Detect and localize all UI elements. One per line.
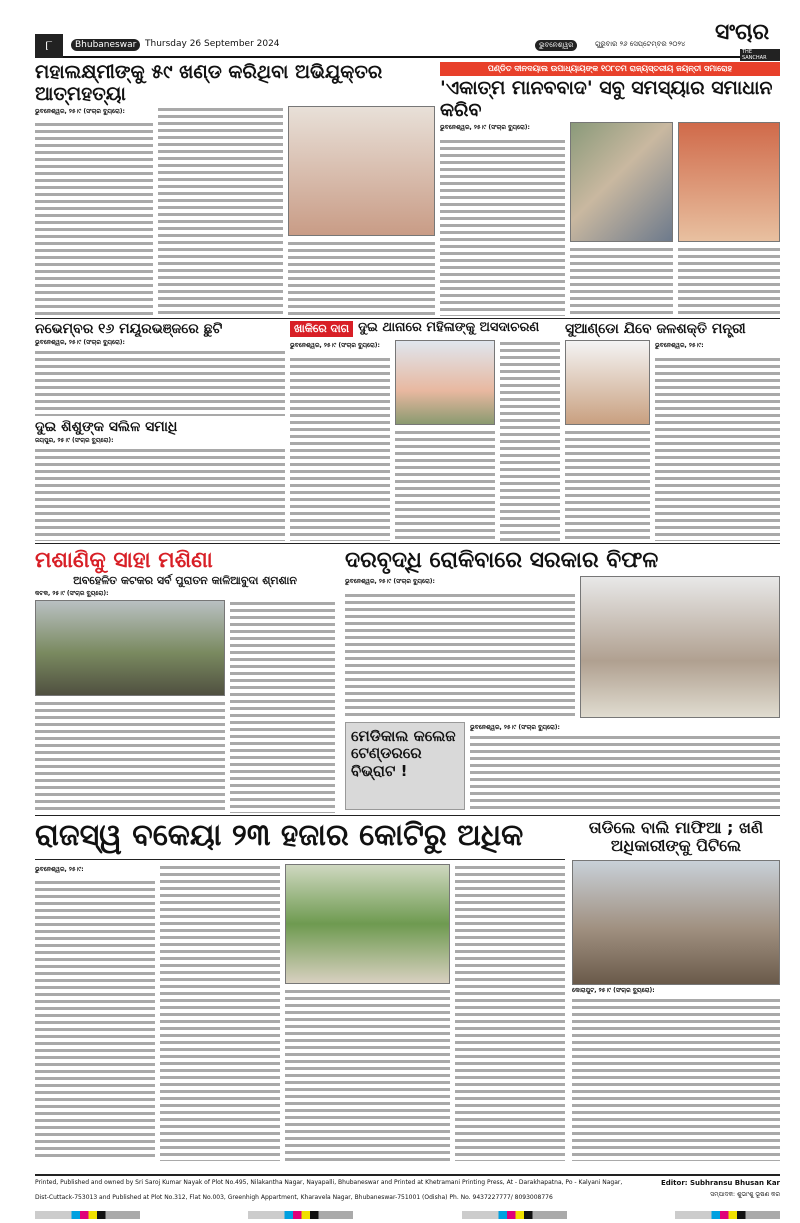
article-a9: [470, 722, 780, 812]
body-a8: [345, 592, 575, 718]
headline-a7: ମଶାଣିକୁ ସାହା ମଶିଣା: [35, 548, 213, 573]
article-a4: [290, 321, 560, 541]
photo-event-1: [570, 122, 673, 242]
dateline-a5: ଭୁବନେଶ୍ୱର, ୨୫।୯:: [655, 342, 704, 350]
page-number: ୮: [35, 34, 63, 58]
body-a10: [455, 864, 565, 1162]
box-a9: [345, 722, 465, 810]
kicker-a4: ଖାକିରେ ଦାଗ: [290, 321, 353, 337]
body-a1: [288, 240, 435, 316]
masthead-sub: THE SANCHAR: [740, 49, 780, 61]
body-a2: [678, 246, 781, 316]
dateline-a9: ଭୁବନେଶ୍ୱର, ୨୫।୯ (ସଂଚାର ବ୍ୟୁରୋ):: [470, 724, 560, 731]
article-a10: [35, 819, 565, 1161]
dateline-a7: କଟକ, ୨୫।୯ (ସଂଚାର ବ୍ୟୁରୋ):: [35, 589, 109, 597]
headline-a10: ରାଜସ୍ୱ ବକେୟା ୨୩ ହଜାର କୋଟିରୁ ଅଧିକ: [35, 819, 565, 860]
article-a1: [35, 62, 435, 316]
headline-a4: ଦୁଇ ଥାନାରେ ମହିଳାଙ୍କୁ ଅସଦାଚରଣ: [358, 321, 540, 335]
date-en: Thursday 26 September 2024: [145, 39, 280, 49]
photo-minister: [565, 340, 650, 425]
dateline-a8: ଭୁବନେଶ୍ୱର, ୨୫।୯ (ସଂଚାର ବ୍ୟୁରୋ):: [345, 578, 435, 586]
dateline-a4: ଭୁବନେଶ୍ୱର, ୨୫।୯ (ସଂଚାର ବ୍ୟୁରୋ):: [290, 342, 380, 349]
body-a7: [230, 600, 335, 813]
body-a6: [35, 447, 285, 541]
article-a3: [35, 321, 285, 416]
photo-revenue-building: [285, 864, 450, 984]
kicker-a2: ପଣ୍ଡିତ ଦୀନଦୟାଲ ଉପାଧ୍ୟାୟଙ୍କ ୧୦୮ତମ ରାଜ୍ୟସ୍ତରୀୟ ଜୟନ୍ତୀ ସମାରୋହ: [440, 62, 780, 76]
dateline-a11: କୋରାପୁଟ, ୨୫।୯ (ସଂଚାର ବ୍ୟୁରୋ):: [572, 986, 655, 994]
body-a11: [572, 997, 780, 1161]
body-a5: [565, 429, 650, 541]
divider: [35, 318, 780, 319]
masthead-logo: ସଂଚାର: [715, 20, 770, 45]
editor: Editor: Subhransu Bhusan Kar: [660, 1179, 780, 1187]
headline-a6: ଦୁଇ ଶିଶୁଙ୍କ ସଲିଳ ସମାଧି: [35, 419, 178, 435]
photo-police-station: [395, 340, 495, 425]
headline-a5: ସୁଆଣ୍ଡୋ ଯିବେ ଜଳଶକ୍ତି ମନ୍ତ୍ରୀ: [565, 321, 746, 337]
date-or: ଗୁରୁବାର ୨୬ ସେପ୍ଟେମ୍ବର ୨୦୨୪: [595, 40, 686, 48]
dateline-a6: ଜୟପୁର, ୨୫।୯ (ସଂଚାର ବ୍ୟୁରୋ):: [35, 437, 114, 445]
body-a4: [290, 356, 390, 541]
body-a1: [35, 121, 153, 316]
dateline-a1: ଭୁବନେଶ୍ୱର, ୨୫।୯ (ସଂଚାର ବ୍ୟୁରୋ):: [35, 107, 125, 115]
city-or: ଭୁବନେଶ୍ୱର: [535, 40, 577, 51]
article-a5: [565, 321, 780, 541]
article-a8: [345, 548, 780, 718]
imprint-2: Dist-Cuttack-753013 and Published at Plot No.312, Flat No.003, Greenhigh Appartment, Kharavela Nagar, Bhubaneswar-751001 (Odisha) Ph. No. 9437227777/ 8093008776: [35, 1194, 553, 1201]
body-a4: [395, 429, 495, 541]
headline-a8: ଦରବୃଦ୍ଧି ରୋକିବାରେ ସରକାର ବିଫଳ: [345, 548, 659, 573]
subhead-a7: ଅବହେଳିତ କଟକର ସର୍ବ ପୁରାତନ କାଳିଆବୁଦା ଶ୍ମଶାନ: [73, 574, 297, 588]
body-a9: [470, 734, 780, 812]
headline-a3: ନଭେମ୍ବର ୧୬ ମୟୂରଭଞ୍ଜରେ ଛୁଟି: [35, 321, 223, 337]
dateline-a3: ଭୁବନେଶ୍ୱର, ୨୫।୯ (ସଂଚାର ବ୍ୟୁରୋ):: [35, 339, 125, 347]
article-a11: [572, 819, 780, 1161]
editor-or: ସମ୍ପାଦକ: ଶୁଭାଂଶୁ ଭୂଷଣ କର: [710, 1191, 780, 1198]
headline-a9: ମେଡିକାଲ କଲେଜ ଟେଣ୍ଡରରେ ବିଭ୍ରାଟ !: [351, 727, 456, 780]
headline-a1: ମହାଲକ୍ଷ୍ମୀଙ୍କୁ ୫୯ ଖଣ୍ଡ କରିଥିବା ଅଭିଯୁକ୍ତର ଆତ୍ମହତ୍ୟା: [35, 62, 383, 105]
article-a2: [440, 62, 780, 316]
page-header: [35, 20, 780, 61]
article-a6: [35, 419, 285, 541]
photo-cremation-ground: [35, 600, 225, 696]
body-a10: [285, 988, 450, 1162]
headline-a2: 'ଏକାତ୍ମ ମାନବବାଦ' ସବୁ ସମସ୍ୟାର ସମାଧାନ କରିବ: [440, 77, 773, 122]
body-a1: [158, 106, 283, 316]
body-a2: [440, 138, 565, 316]
body-a3: [35, 349, 285, 416]
body-a7: [35, 700, 225, 813]
imprint-1: Printed, Published and owned by Sri Saroj Kumar Nayak of Plot No.495, Nilakantha Nagar, Nayapalli, Bhubaneswar and Printed at Khetramani Printing Press, At - Darakhapatna, Po - Kalyani Nagar,: [35, 1179, 623, 1186]
photo-mahalakshmi: [288, 106, 435, 236]
divider: [35, 815, 780, 816]
body-a5: [655, 356, 780, 541]
body-a10: [35, 879, 155, 1161]
body-a2: [570, 246, 673, 316]
body-a4: [500, 340, 560, 541]
dateline-a10: ଭୁବନେଶ୍ୱର, ୨୫।୯:: [35, 865, 84, 873]
photo-event-2: [678, 122, 781, 242]
photo-sand-trucks: [572, 860, 780, 985]
article-a7: [35, 548, 335, 813]
city-badge: Bhubaneswar: [71, 39, 140, 51]
body-a10: [160, 864, 280, 1162]
color-registration-marks: [35, 1211, 780, 1219]
dateline-a2: ଭୁବନେଶ୍ୱର, ୨୫।୯ (ସଂଚାର ବ୍ୟୁରୋ):: [440, 124, 530, 132]
divider: [35, 543, 780, 544]
headline-a11: ତାଡିଲେ ବାଲି ମାଫିଆ ; ଖଣି ଅଧିକାରୀଙ୍କୁ ପିଟିଲେ: [588, 819, 764, 856]
photo-congress-protest: [580, 576, 780, 718]
divider: [35, 1174, 780, 1176]
